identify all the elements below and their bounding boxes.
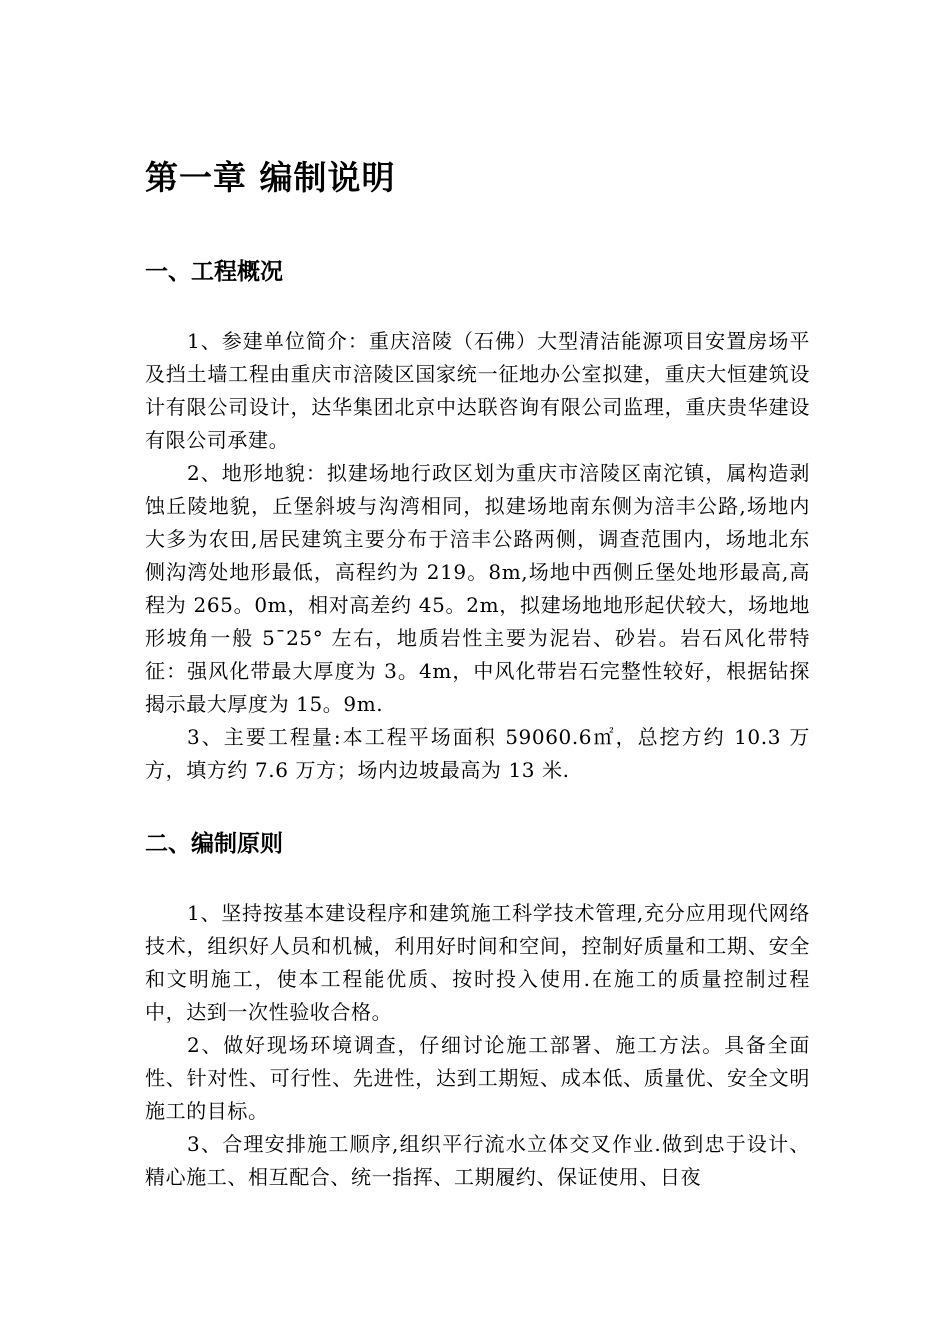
section-body-project-overview <box>145 325 810 787</box>
paragraph-quantities: 3、主要工程量:本工程平场面积 59060.6㎡，总挖方约 10.3 万方，填方约 7.6 万方；场内边坡最高为 13 米. <box>145 725 810 782</box>
paragraph-principle-1: 1、坚持按基本建设程序和建筑施工科学技术管理,充分应用现代网络技术，组织好人员和机械，利用好时间和空间，控制好质量和工期、安全和文明施工，使本工程能优质、按时投入使用.在施工的质量控制过程中，达到一次性验收合格。 <box>145 901 810 1024</box>
chapter-title: 第一章 编制说明 <box>145 158 396 197</box>
section-heading-principles: 二、编制原则 <box>145 831 283 857</box>
section-heading-project-overview: 一、工程概况 <box>145 259 283 285</box>
paragraph-principle-2: 2、做好现场环境调查，仔细讨论施工部署、施工方法。具备全面性、针对性、可行性、先进性，达到工期短、成本低、质量优、安全文明施工的目标。 <box>145 1033 810 1123</box>
paragraph-terrain: 2、地形地貌：拟建场地行政区划为重庆市涪陵区南沱镇，属构造剥蚀丘陵地貌，丘堡斜坡与沟湾相同，拟建场地南东侧为涪丰公路,场地内大多为农田,居民建筑主要分布于涪丰公路两侧，调查范围内，场地北东侧沟湾处地形最低，高程约为 219。8m,场地中西侧丘堡处地形最高,高程为 265。0m，相对高差约 45。2m，拟建场地地形起伏较大，场地地形坡角一般 5¯25° 左右，地质岩性主要为泥岩、砂岩。岩石风化带特征：强风化带最大厚度为 3。4m，中风化带岩石完整性较好，根据钻探揭示最大厚度为 15。9m. <box>145 461 810 716</box>
section-body-principles <box>145 897 810 1194</box>
paragraph-participants: 1、参建单位简介：重庆涪陵（石佛）大型清洁能源项目安置房场平及挡土墙工程由重庆市涪陵区国家统一征地办公室拟建，重庆大恒建筑设计有限公司设计，达华集团北京中达联咨询有限公司监理，重庆贵华建设有限公司承建。 <box>145 329 810 452</box>
paragraph-principle-3: 3、合理安排施工顺序,组织平行流水立体交叉作业.做到忠于设计、精心施工、相互配合、统一指挥、工期履约、保证使用、日夜 <box>145 1132 810 1189</box>
